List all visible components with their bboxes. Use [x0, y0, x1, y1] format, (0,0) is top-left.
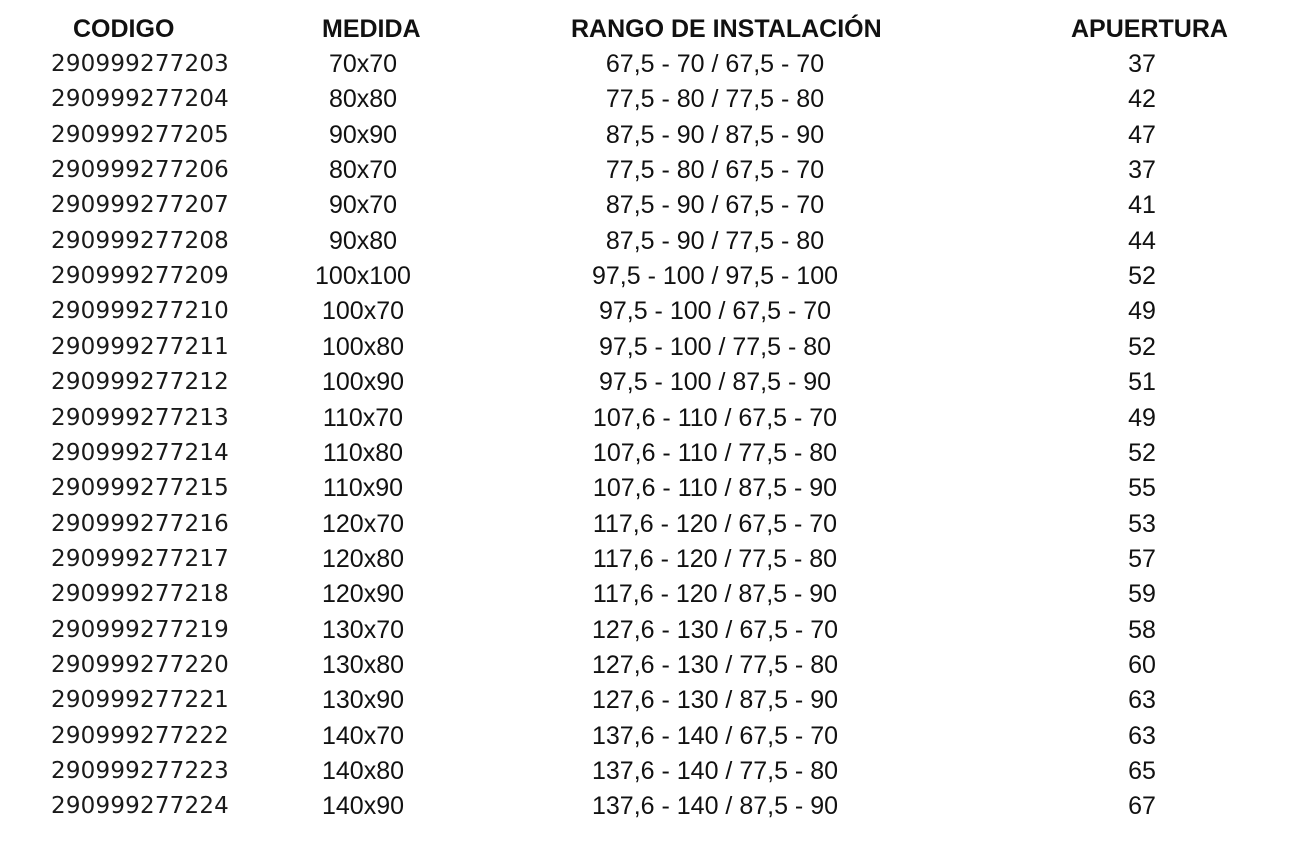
header-codigo: CODIGO	[73, 15, 175, 43]
cell-apertura: 52	[1128, 262, 1156, 291]
cell-codigo: 290999277224	[51, 793, 229, 820]
cell-medida: 100x90	[321, 368, 405, 397]
cell-codigo: 290999277216	[51, 510, 229, 537]
cell-rango: 127,6 - 130 / 87,5 - 90	[591, 686, 839, 715]
cell-codigo: 290999277214	[51, 439, 229, 466]
cell-codigo: 290999277219	[51, 616, 229, 643]
cell-medida: 110x70	[322, 403, 404, 432]
cell-rango: 87,5 - 90 / 67,5 - 70	[605, 191, 825, 220]
table-row	[0, 118, 1294, 153]
table-row	[0, 365, 1294, 400]
table-row	[0, 47, 1294, 82]
cell-rango: 97,5 - 100 / 67,5 - 70	[598, 297, 832, 326]
table-row	[0, 188, 1294, 223]
header-apertura: APUERTURA	[1071, 15, 1228, 43]
cell-codigo: 290999277206	[51, 157, 229, 184]
cell-medida: 140x70	[321, 721, 405, 750]
cell-apertura: 63	[1128, 686, 1156, 715]
table-row	[0, 436, 1294, 471]
cell-medida: 90x70	[328, 191, 398, 220]
cell-medida: 90x90	[328, 120, 398, 149]
table-row	[0, 683, 1294, 718]
cell-codigo: 290999277222	[51, 722, 229, 749]
cell-apertura: 57	[1128, 544, 1156, 573]
cell-apertura: 65	[1128, 757, 1156, 785]
table-row	[0, 507, 1294, 542]
cell-apertura: 52	[1128, 332, 1156, 361]
cell-codigo: 290999277210	[51, 298, 229, 325]
cell-rango: 87,5 - 90 / 77,5 - 80	[605, 226, 825, 255]
header-medida: MEDIDA	[322, 15, 421, 43]
cell-rango: 97,5 - 100 / 87,5 - 90	[598, 368, 832, 397]
table-row	[0, 401, 1294, 436]
table-row	[0, 648, 1294, 683]
cell-medida: 80x80	[328, 85, 398, 114]
table-row	[0, 789, 1294, 824]
cell-apertura: 55	[1128, 474, 1156, 503]
cell-medida: 120x70	[321, 509, 405, 538]
cell-rango: 137,6 - 140 / 77,5 - 80	[591, 757, 839, 785]
cell-codigo: 290999277203	[51, 51, 229, 77]
cell-medida: 100x70	[321, 297, 405, 326]
cell-rango: 137,6 - 140 / 67,5 - 70	[591, 721, 839, 750]
cell-codigo: 290999277221	[51, 687, 229, 714]
cell-apertura: 60	[1128, 650, 1156, 679]
table-row	[0, 542, 1294, 577]
cell-apertura: 51	[1128, 368, 1156, 397]
cell-codigo: 290999277209	[51, 263, 229, 290]
cell-medida: 100x100	[315, 262, 411, 291]
cell-medida: 120x90	[321, 580, 405, 609]
cell-medida: 100x80	[321, 332, 405, 361]
cell-medida: 130x80	[321, 650, 405, 679]
cell-medida: 130x70	[321, 615, 405, 644]
table-row	[0, 294, 1294, 329]
cell-rango: 107,6 - 110 / 67,5 - 70	[592, 403, 838, 432]
cell-medida: 140x90	[321, 792, 405, 821]
table-row	[0, 754, 1294, 789]
cell-medida: 120x80	[321, 544, 405, 573]
cell-medida: 90x80	[328, 226, 398, 255]
cell-medida: 80x70	[328, 156, 398, 185]
cell-medida: 70x70	[328, 50, 398, 78]
table-header-row	[0, 12, 1294, 46]
cell-rango: 137,6 - 140 / 87,5 - 90	[591, 792, 839, 821]
cell-medida: 140x80	[321, 757, 405, 785]
cell-apertura: 58	[1128, 615, 1156, 644]
cell-rango: 107,6 - 110 / 87,5 - 90	[592, 474, 838, 503]
cell-rango: 77,5 - 80 / 67,5 - 70	[605, 156, 825, 185]
cell-codigo: 290999277220	[51, 651, 229, 678]
cell-codigo: 290999277215	[51, 475, 229, 502]
cell-rango: 107,6 - 110 / 77,5 - 80	[592, 438, 838, 467]
cell-rango: 117,6 - 120 / 77,5 - 80	[592, 544, 838, 573]
cell-codigo: 290999277205	[51, 121, 229, 148]
cell-apertura: 53	[1128, 509, 1156, 538]
cell-medida: 110x90	[322, 474, 404, 503]
cell-medida: 130x90	[321, 686, 405, 715]
table-row	[0, 330, 1294, 365]
table-row	[0, 224, 1294, 259]
cell-apertura: 44	[1128, 226, 1156, 255]
header-rango-de-instalacion: RANGO DE INSTALACIÓN	[571, 15, 882, 43]
cell-rango: 117,6 - 120 / 67,5 - 70	[592, 509, 838, 538]
cell-apertura: 42	[1128, 85, 1156, 114]
cell-apertura: 37	[1128, 156, 1156, 185]
cell-codigo: 290999277217	[51, 545, 229, 572]
table-row	[0, 471, 1294, 506]
table-row	[0, 577, 1294, 612]
cell-medida: 110x80	[322, 438, 404, 467]
cell-rango: 77,5 - 80 / 77,5 - 80	[605, 85, 825, 114]
cell-rango: 97,5 - 100 / 97,5 - 100	[591, 262, 839, 291]
cell-apertura: 49	[1128, 403, 1156, 432]
cell-apertura: 37	[1128, 50, 1156, 78]
cell-apertura: 49	[1128, 297, 1156, 326]
cell-apertura: 47	[1128, 120, 1156, 149]
cell-rango: 67,5 - 70 / 67,5 - 70	[605, 50, 825, 78]
cell-rango: 97,5 - 100 / 77,5 - 80	[598, 332, 832, 361]
cell-codigo: 290999277211	[51, 333, 229, 360]
cell-apertura: 67	[1128, 792, 1156, 821]
cell-codigo: 290999277207	[51, 192, 229, 219]
cell-codigo: 290999277213	[51, 404, 229, 431]
cell-codigo: 290999277212	[51, 369, 229, 396]
table-row	[0, 259, 1294, 294]
table-row	[0, 153, 1294, 188]
table-row	[0, 719, 1294, 754]
cell-rango: 127,6 - 130 / 67,5 - 70	[591, 615, 839, 644]
table-row	[0, 613, 1294, 648]
cell-codigo: 290999277218	[51, 581, 229, 608]
cell-rango: 87,5 - 90 / 87,5 - 90	[605, 120, 825, 149]
cell-codigo: 290999277208	[51, 227, 229, 254]
cell-rango: 127,6 - 130 / 77,5 - 80	[591, 650, 839, 679]
cell-apertura: 59	[1128, 580, 1156, 609]
cell-apertura: 41	[1128, 191, 1156, 220]
cell-apertura: 52	[1128, 438, 1156, 467]
cell-codigo: 290999277223	[51, 758, 229, 784]
cell-rango: 117,6 - 120 / 87,5 - 90	[592, 580, 838, 609]
cell-apertura: 63	[1128, 721, 1156, 750]
cell-codigo: 290999277204	[51, 86, 229, 113]
table-row	[0, 82, 1294, 117]
